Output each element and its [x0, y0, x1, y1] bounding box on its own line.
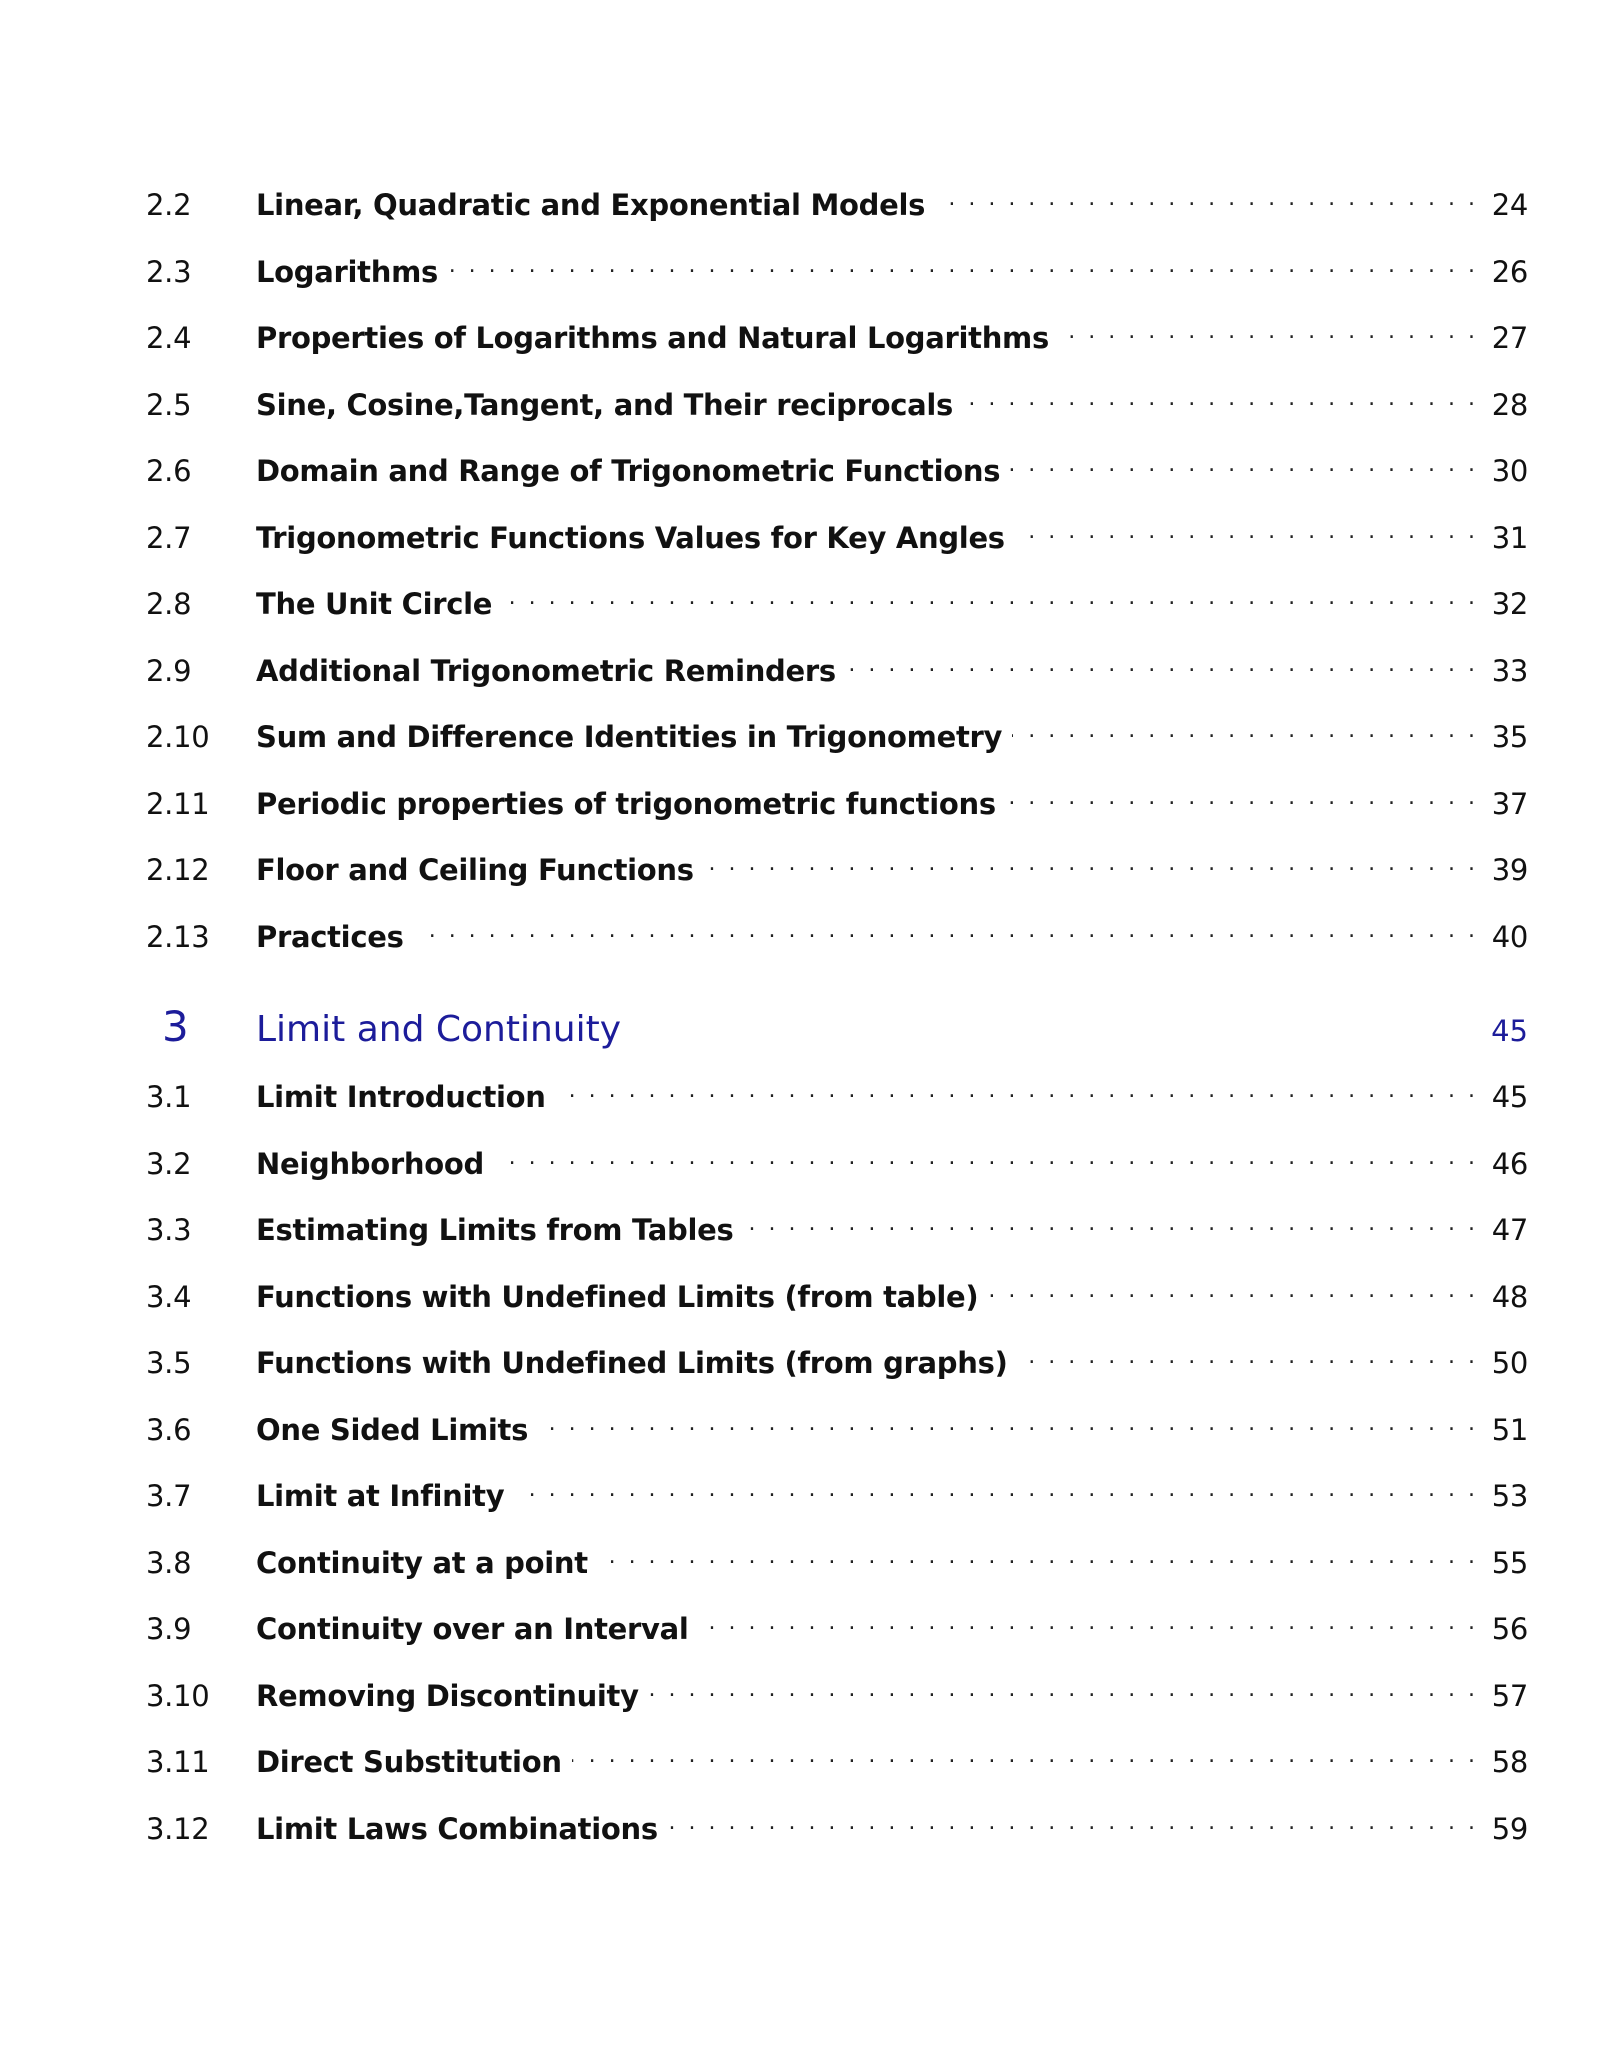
section-number: 2.3: [146, 254, 192, 289]
dot-leader: [1010, 452, 1478, 481]
section-number: 3.10: [146, 1678, 210, 1713]
page-number: 24: [1491, 188, 1528, 222]
section-title: Estimating Limits from Tables: [256, 1213, 734, 1247]
section-title: Functions with Undefined Limits (from table): [256, 1279, 979, 1314]
page-number: 31: [1491, 520, 1528, 555]
table-of-contents: [146, 186, 1528, 1876]
dot-leader: [1018, 1344, 1478, 1373]
toc-entry[interactable]: [146, 1078, 1528, 1145]
dot-leader: [743, 1211, 1478, 1240]
toc-entry[interactable]: [146, 253, 1528, 320]
chapter-title: Limit and Continuity: [256, 1009, 622, 1050]
section-title: One Sided Limits: [256, 1412, 529, 1447]
dot-leader: [538, 1411, 1478, 1440]
page-number: 26: [1491, 254, 1528, 289]
dot-leader: [988, 1278, 1478, 1307]
dot-leader: [514, 1477, 1478, 1506]
section-number: 2.12: [146, 853, 210, 887]
page-number: 32: [1491, 587, 1528, 621]
page-number: 56: [1491, 1612, 1528, 1646]
page-number: 50: [1491, 1346, 1528, 1380]
toc-entry[interactable]: [146, 1743, 1528, 1810]
section-title: Trigonometric Functions Values for Key Angles: [256, 520, 1005, 555]
section-number: 2.9: [146, 653, 192, 688]
section-title: Logarithms: [256, 254, 438, 289]
toc-section-3-list: [146, 1078, 1528, 1876]
section-title: Direct Substitution: [256, 1745, 562, 1779]
page-number: 51: [1491, 1412, 1528, 1447]
page-number: 45: [1491, 1080, 1528, 1114]
page-number: 40: [1491, 919, 1528, 954]
section-number: 3.12: [146, 1811, 210, 1846]
toc-entry[interactable]: [146, 1610, 1528, 1677]
dot-leader: [668, 1810, 1478, 1839]
dot-leader: [631, 1025, 1478, 1041]
section-title: Floor and Ceiling Functions: [256, 853, 694, 887]
section-number: 3.5: [146, 1346, 192, 1380]
page-number: 33: [1491, 653, 1528, 688]
page-number: 39: [1491, 853, 1528, 887]
toc-entry[interactable]: [146, 785, 1528, 852]
toc-entry[interactable]: [146, 1477, 1528, 1544]
section-title: Practices: [256, 919, 404, 954]
dot-leader: [494, 1145, 1478, 1174]
section-number: 2.13: [146, 919, 210, 954]
section-number: 2.10: [146, 720, 210, 754]
page-number: 28: [1491, 387, 1528, 422]
page-number: 59: [1491, 1811, 1528, 1846]
page-number: 27: [1491, 321, 1528, 355]
dot-leader: [1059, 319, 1478, 348]
dot-leader: [572, 1743, 1478, 1772]
toc-entry[interactable]: [146, 1544, 1528, 1611]
toc-entry[interactable]: [146, 718, 1528, 785]
section-title: Removing Discontinuity: [256, 1678, 639, 1713]
section-title: The Unit Circle: [256, 587, 493, 621]
section-number: 3.9: [146, 1612, 192, 1646]
section-number: 3.6: [146, 1412, 192, 1447]
section-title: Domain and Range of Trigonometric Functions: [256, 454, 1001, 488]
section-title: Limit Introduction: [256, 1080, 546, 1114]
dot-leader: [846, 652, 1478, 681]
toc-entry[interactable]: [146, 519, 1528, 586]
section-number: 3.4: [146, 1279, 192, 1314]
section-number: 2.2: [146, 188, 192, 222]
dot-leader: [1012, 718, 1478, 747]
section-title: Limit at Infinity: [256, 1479, 505, 1513]
dot-leader: [935, 186, 1478, 215]
section-title: Additional Trigonometric Reminders: [256, 653, 836, 688]
toc-entry[interactable]: [146, 1810, 1528, 1877]
chapter-number: 3: [162, 1002, 189, 1051]
page-number: 58: [1491, 1745, 1528, 1779]
dot-leader: [502, 585, 1478, 614]
section-title: Sine, Cosine,Tangent, and Their reciprocals: [256, 387, 953, 422]
toc-entry[interactable]: [146, 1278, 1528, 1345]
section-number: 3.2: [146, 1146, 192, 1181]
toc-entry[interactable]: [146, 1344, 1528, 1411]
chapter-page-number: 45: [1491, 1014, 1528, 1048]
section-title: Limit Laws Combinations: [256, 1811, 658, 1846]
dot-leader: [414, 918, 1478, 947]
page-number: 35: [1491, 720, 1528, 754]
section-number: 3.8: [146, 1545, 192, 1580]
section-title: Properties of Logarithms and Natural Logarithms: [256, 321, 1049, 355]
section-number: 2.8: [146, 587, 192, 621]
section-number: 2.11: [146, 786, 210, 821]
dot-leader: [448, 253, 1478, 282]
section-number: 2.6: [146, 454, 192, 488]
toc-entry[interactable]: [146, 1145, 1528, 1212]
dot-leader: [649, 1677, 1478, 1706]
dot-leader: [598, 1544, 1478, 1573]
toc-entry[interactable]: [146, 386, 1528, 453]
toc-entry[interactable]: [146, 319, 1528, 386]
dot-leader: [556, 1078, 1478, 1107]
section-number: 3.1: [146, 1080, 192, 1114]
toc-entry[interactable]: [146, 851, 1528, 918]
section-number: 3.7: [146, 1479, 192, 1513]
toc-chapter-heading[interactable]: [146, 1002, 1528, 1078]
section-number: 3.3: [146, 1213, 192, 1247]
toc-entry[interactable]: [146, 1411, 1528, 1478]
section-title: Neighborhood: [256, 1146, 484, 1181]
page-number: 57: [1491, 1678, 1528, 1713]
toc-section-2-list: [146, 186, 1528, 984]
toc-entry[interactable]: [146, 652, 1528, 719]
dot-leader: [1006, 785, 1478, 814]
dot-leader: [704, 851, 1478, 880]
section-title: Continuity at a point: [256, 1545, 588, 1580]
section-title: Periodic properties of trigonometric functions: [256, 786, 996, 821]
section-number: 3.11: [146, 1745, 210, 1779]
toc-entry[interactable]: [146, 585, 1528, 652]
section-number: 2.4: [146, 321, 192, 355]
page-number: 30: [1491, 454, 1528, 488]
page-number: 47: [1491, 1213, 1528, 1247]
toc-entry[interactable]: [146, 1677, 1528, 1744]
dot-leader: [1015, 519, 1478, 548]
toc-entry[interactable]: [146, 452, 1528, 519]
section-title: Linear, Quadratic and Exponential Models: [256, 188, 926, 222]
section-title: Continuity over an Interval: [256, 1612, 689, 1646]
section-number: 2.7: [146, 520, 192, 555]
toc-entry[interactable]: [146, 186, 1528, 253]
dot-leader: [963, 386, 1478, 415]
section-number: 2.5: [146, 387, 192, 422]
page-number: 53: [1491, 1479, 1528, 1513]
dot-leader: [699, 1610, 1478, 1639]
toc-entry[interactable]: [146, 918, 1528, 985]
page-number: 55: [1491, 1545, 1528, 1580]
page-number: 48: [1491, 1279, 1528, 1314]
toc-entry[interactable]: [146, 1211, 1528, 1278]
section-title: Sum and Difference Identities in Trigonometry: [256, 720, 1003, 754]
section-title: Functions with Undefined Limits (from graphs): [256, 1346, 1008, 1380]
page-number: 37: [1491, 786, 1528, 821]
page-number: 46: [1491, 1146, 1528, 1181]
